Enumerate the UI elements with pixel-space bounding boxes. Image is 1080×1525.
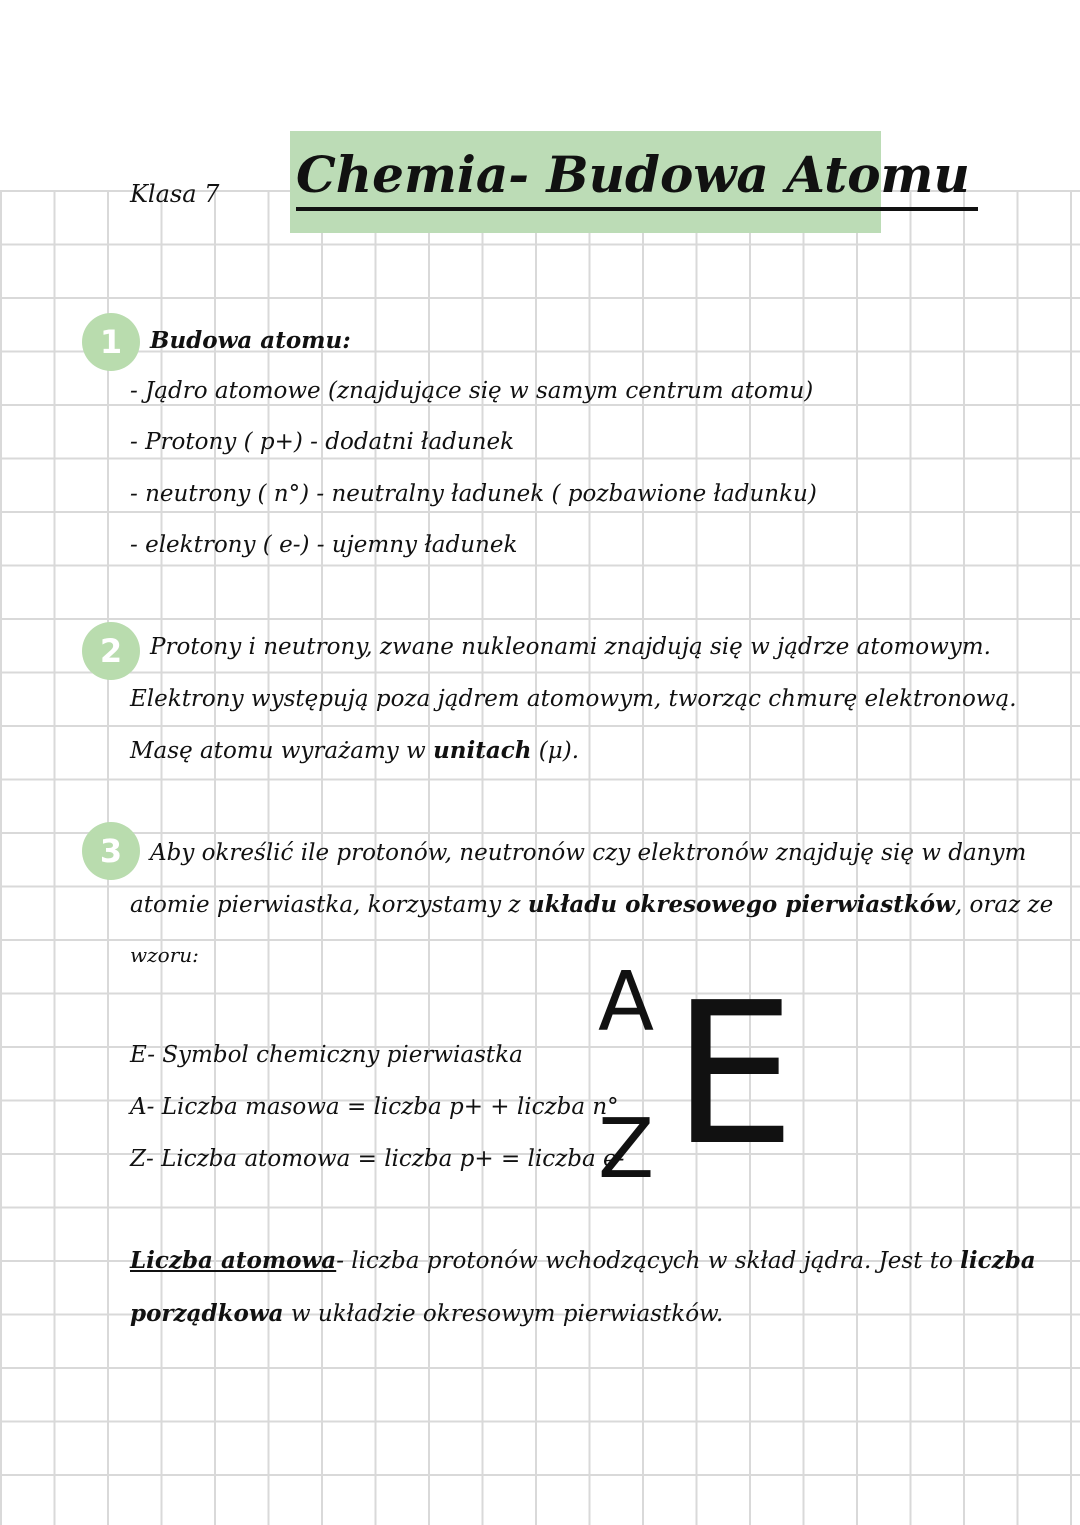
section-2-line: Elektrony występują poza jądrem atomowym, tworząc chmurę elektronową. [130, 686, 1017, 712]
section-1-item: - neutrony ( n°) - neutralny ładunek ( pozbawione ładunku) [130, 481, 817, 507]
element-symbol: E [672, 961, 796, 1189]
section-2-line: Masę atomu wyrażamy w unitach (μ). [130, 737, 580, 764]
section-1-badge: 1 [82, 313, 140, 371]
definition-line: Liczba atomowa- liczba protonów wchodzących w skład jądra. Jest to liczba [130, 1247, 1036, 1274]
section-3-line: wzoru: [130, 943, 199, 967]
periodic-table-term: układu okresowego pierwiastków [527, 891, 955, 918]
section-1-item: - elektrony ( e-) - ujemny ładunek [130, 532, 518, 558]
section-2-line: Protony i neutrony, zwane nukleonami znajdują się w jądrze atomowym. [150, 634, 991, 660]
unit-term: unitach [433, 737, 532, 764]
section-1-item: - Protony ( p+) - dodatni ładunek [130, 429, 515, 455]
legend-item: E- Symbol chemiczny pierwiastka [130, 1042, 523, 1068]
section-3-line: Aby określić ile protonów, neutronów czy elektronów znajduję się w danym [150, 840, 1027, 866]
page-title: Chemia- Budowa Atomu [296, 143, 978, 211]
section-2-badge: 2 [82, 622, 140, 680]
section-1-heading: Budowa atomu: [150, 327, 351, 354]
mass-number-symbol: A [598, 955, 655, 1050]
class-label: Klasa 7 [130, 180, 220, 208]
legend-item: A- Liczba masowa = liczba p+ + liczba n° [130, 1094, 619, 1120]
section-1-item: - Jądro atomowe (znajdujące się w samym centrum atomu) [130, 378, 814, 404]
legend-item: Z- Liczba atomowa = liczba p+ = liczba e- [130, 1146, 625, 1172]
definition-term: Liczba atomowa [130, 1247, 337, 1274]
definition-line: porządkowa w układzie okresowym pierwiastków. [130, 1300, 724, 1327]
section-3-badge: 3 [82, 822, 140, 880]
section-3-line: atomie pierwiastka, korzystamy z układu okresowego pierwiastków, oraz ze [130, 891, 1054, 918]
atomic-number-symbol: Z [598, 1102, 655, 1197]
